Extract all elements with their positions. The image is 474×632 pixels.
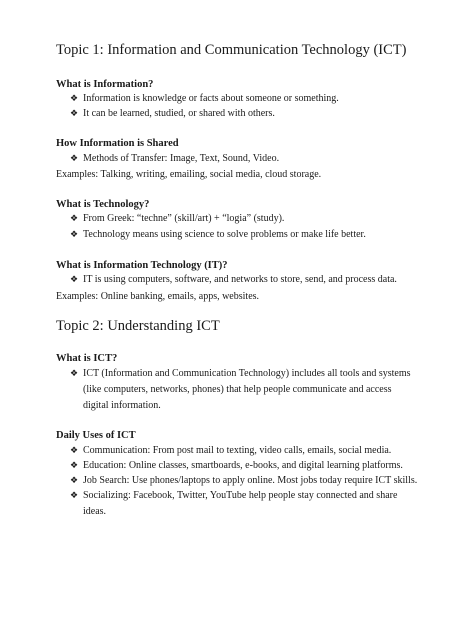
- list-item-text: Education: Online classes, smartboards, e-books, and digital learning platforms.: [83, 460, 403, 471]
- list-item: [70, 272, 397, 288]
- section-heading-what-is-ict: What is ICT?: [56, 353, 118, 364]
- list-item: [70, 227, 366, 243]
- diamond-bullet-icon: ❖: [70, 214, 79, 224]
- diamond-bullet-icon: ❖: [70, 491, 79, 501]
- diamond-bullet-icon: ❖: [70, 230, 79, 240]
- section-heading-what-is-technology: What is Technology?: [56, 199, 150, 210]
- list-item: [70, 106, 275, 122]
- list-item: [70, 366, 411, 414]
- list-item-text: Socializing: Facebook, Twitter, YouTube help people stay connected and share: [83, 490, 398, 501]
- list-item: [70, 488, 397, 520]
- diamond-bullet-icon: ❖: [70, 109, 79, 119]
- list-item-text: Methods of Transfer: Image, Text, Sound, Video.: [83, 153, 280, 164]
- list-item-text: Communication: From post mail to texting, video calls, emails, social media.: [83, 445, 392, 456]
- section-heading-daily-uses-of-ict: Daily Uses of ICT: [56, 430, 136, 441]
- diamond-bullet-icon: ❖: [70, 94, 79, 104]
- list-item-text: ICT (Information and Communication Technology) includes all tools and systems: [83, 368, 411, 379]
- diamond-bullet-icon: ❖: [70, 446, 79, 456]
- list-item-text-continued: (like computers, networks, phones) that help people communicate and access: [83, 384, 392, 395]
- section-heading-how-information-is-shared: How Information is Shared: [56, 138, 179, 149]
- diamond-bullet-icon: ❖: [70, 154, 79, 164]
- list-item: [70, 211, 284, 227]
- list-item-text: Information is knowledge or facts about someone or something.: [83, 93, 339, 104]
- list-item-text-continued: digital information.: [83, 400, 161, 411]
- topic-1-title: Topic 1: Information and Communication Technology (ICT): [56, 42, 407, 58]
- list-item: [70, 473, 417, 489]
- topic-2-title: Topic 2: Understanding ICT: [56, 318, 220, 334]
- list-item: [70, 91, 339, 107]
- list-item: [70, 151, 279, 167]
- examples-text: Examples: Talking, writing, emailing, social media, cloud storage.: [56, 169, 322, 180]
- list-item-text: It can be learned, studied, or shared with others.: [83, 108, 275, 119]
- list-item-text: Job Search: Use phones/laptops to apply online. Most jobs today require ICT skills.: [83, 475, 418, 486]
- list-item-text: Technology means using science to solve problems or make life better.: [83, 229, 366, 240]
- list-item-text: IT is using computers, software, and networks to store, send, and process data.: [83, 274, 397, 285]
- list-item: [70, 458, 403, 474]
- diamond-bullet-icon: ❖: [70, 461, 79, 471]
- section-heading-what-is-information: What is Information?: [56, 79, 154, 90]
- list-item-text-continued: ideas.: [83, 506, 107, 517]
- diamond-bullet-icon: ❖: [70, 369, 79, 379]
- section-heading-what-is-it: What is Information Technology (IT)?: [56, 260, 228, 271]
- diamond-bullet-icon: ❖: [70, 275, 79, 285]
- diamond-bullet-icon: ❖: [70, 476, 79, 486]
- examples-text: Examples: Online banking, emails, apps, websites.: [56, 291, 260, 302]
- list-item-text: From Greek: “techne” (skill/art) + “logia” (study).: [83, 213, 285, 224]
- list-item: [70, 443, 391, 459]
